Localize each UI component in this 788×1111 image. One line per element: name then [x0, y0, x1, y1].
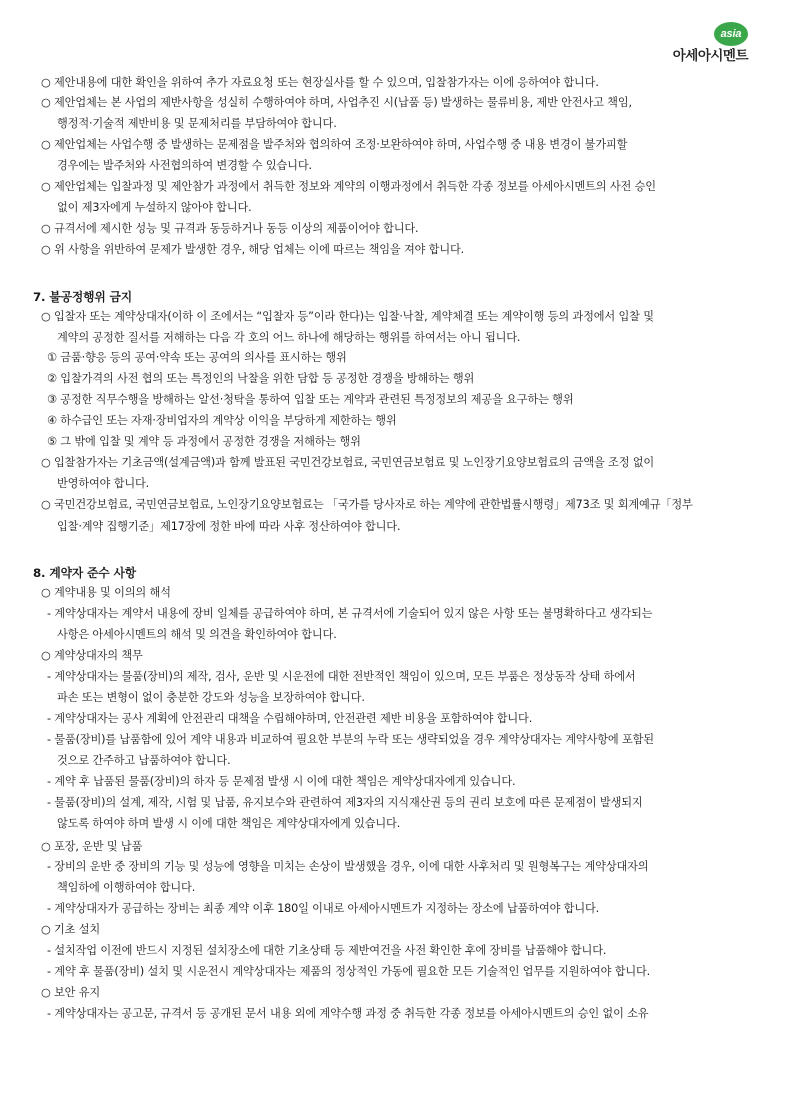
body-line: ○ 제안업체는 본 사업의 제반사항을 성실히 수행하여야 하며, 사업추진 시(납품 등) 발생하는 물류비용, 제반 안전사고 책임,	[41, 96, 632, 109]
section-heading: 8. 계약자 준수 사항	[33, 566, 136, 580]
body-line: - 설치작업 이전에 반드시 지정된 설치장소에 대한 기초상태 등 제반여건을 사전 확인한 후에 장비를 납품해야 합니다.	[47, 944, 607, 957]
body-line: - 물품(장비)를 납품함에 있어 계약 내용과 비교하여 필요한 부분의 누락 또는 생략되었을 경우 계약상대자는 계약사항에 포함된	[47, 733, 654, 746]
body-line: ○ 국민건강보험료, 국민연금보험료, 노인장기요양보험료는 「국가를 당사자로 하는 계약에 관한법률시행령」제73조 및 회계예규「정부	[41, 498, 693, 511]
body-line: ○ 계약내용 및 이의의 해석	[41, 586, 171, 599]
body-line: ○ 입찰자 또는 계약상대자(이하 이 조에서는 “입찰자 등”이라 한다)는 입찰·낙찰, 계약체결 또는 계약이행 등의 과정에서 입찰 및	[41, 310, 654, 323]
body-line: ④ 하수급인 또는 자재·장비업자의 계약상 이익을 부당하게 제한하는 행위	[47, 414, 397, 427]
section-heading: 7. 불공정행위 금지	[33, 290, 133, 304]
body-line: - 계약상대자는 물품(장비)의 제작, 검사, 운반 및 시운전에 대한 전반적인 책임이 있으며, 모든 부품은 정상동작 상태 하에서	[47, 670, 636, 683]
body-line: 않도록 하여야 하며 발생 시 이에 대한 책임은 계약상대자에게 있습니다.	[57, 817, 401, 830]
body-line: ○ 제안업체는 사업수행 중 발생하는 문제점을 발주처와 협의하여 조정·보완하여야 하며, 사업수행 중 내용 변경이 불가피할	[41, 138, 628, 151]
body-line: - 계약상대자는 공고문, 규격서 등 공개된 문서 내용 외에 계약수행 과정 중 취득한 각종 정보를 아세아시멘트의 승인 없이 소유	[47, 1007, 649, 1020]
body-line: ○ 제안업체는 입찰과정 및 제안참가 과정에서 취득한 정보와 계약의 이행과정에서 취득한 각종 정보를 아세아시멘트의 사전 승인	[41, 180, 656, 193]
body-line: - 계약상대자는 계약서 내용에 장비 일체를 공급하여야 하며, 본 규격서에 기술되어 있지 않은 사항 또는 불명확하다고 생각되는	[47, 607, 653, 620]
logo-company-name: 아세아시멘트	[672, 48, 748, 64]
body-line: ○ 제안내용에 대한 확인을 위하여 추가 자료요청 또는 현장실사를 할 수 있으며, 입찰참가자는 이에 응하여야 합니다.	[41, 76, 599, 89]
body-line: ○ 규격서에 제시한 성능 및 규격과 동등하거나 동등 이상의 제품이어야 합니다.	[41, 222, 419, 235]
body-line: 책임하에 이행하여야 합니다.	[57, 881, 196, 894]
body-line: 반영하여야 합니다.	[57, 477, 150, 490]
body-line: ○ 입찰참가자는 기초금액(설계금액)과 함께 발표된 국민건강보험료, 국민연금보험료 및 노인장기요양보험료의 금액을 조정 없이	[41, 456, 655, 469]
body-line: ③ 공정한 직무수행을 방해하는 알선·청탁을 통하여 입찰 또는 계약과 관련된 특정정보의 제공을 요구하는 행위	[47, 393, 574, 406]
body-line: ⑤ 그 밖에 입찰 및 계약 등 과정에서 공정한 경쟁을 저해하는 행위	[47, 435, 361, 448]
body-line: ② 입찰가격의 사전 협의 또는 특정인의 낙찰을 위한 담합 등 공정한 경쟁을 방해하는 행위	[47, 372, 475, 385]
body-line: ○ 포장, 운반 및 납품	[41, 840, 143, 853]
company-logo	[618, 22, 748, 68]
logo-badge: asia	[714, 22, 748, 46]
body-line: - 계약상대자가 공급하는 장비는 최종 계약 이후 180일 이내로 아세아시멘트가 지정하는 장소에 납품하여야 합니다.	[47, 902, 600, 915]
body-line: - 장비의 운반 중 장비의 기능 및 성능에 영향을 미치는 손상이 발생했을 경우, 이에 대한 사후처리 및 원형복구는 계약상대자의	[47, 860, 649, 873]
body-line: ○ 위 사항을 위반하여 문제가 발생한 경우, 해당 업체는 이에 따르는 책임을 져야 합니다.	[41, 243, 465, 256]
body-line: ① 금품·향응 등의 공여·약속 또는 공여의 의사를 표시하는 행위	[47, 351, 347, 364]
body-line: 계약의 공정한 질서를 저해하는 다음 각 호의 어느 하나에 해당하는 행위를 하여서는 아니 됩니다.	[57, 331, 521, 344]
body-line: ○ 보안 유지	[41, 986, 101, 999]
body-line: 행정적·기술적 제반비용 및 문제처리를 부담하여야 합니다.	[57, 117, 337, 130]
body-line: - 계약 후 물품(장비) 설치 및 시운전시 계약상대자는 제품의 정상적인 가동에 필요한 모든 기술적인 업무를 지원하여야 합니다.	[47, 965, 651, 978]
body-line: - 계약상대자는 공사 계획에 안전관리 대책을 수립해야하며, 안전관련 제반 비용을 포함하여야 합니다.	[47, 712, 533, 725]
body-line: 파손 또는 변형이 없이 충분한 강도와 성능을 보장하여야 합니다.	[57, 691, 365, 704]
body-line: - 물품(장비)의 설계, 제작, 시험 및 납품, 유지보수와 관련하여 제3자의 지식재산권 등의 권리 보호에 따른 문제점이 발생되지	[47, 796, 643, 809]
body-line: 것으로 간주하고 납품하여야 합니다.	[57, 754, 231, 767]
body-line: ○ 기초 설치	[41, 923, 101, 936]
body-line: ○ 계약상대자의 책무	[41, 649, 143, 662]
body-line: 입찰·계약 집행기준」제17장에 정한 바에 따라 사후 정산하여야 합니다.	[57, 520, 401, 533]
body-line: - 계약 후 납품된 물품(장비)의 하자 등 문제점 발생 시 이에 대한 책임은 계약상대자에게 있습니다.	[47, 775, 516, 788]
body-line: 없이 제3자에게 누설하지 않아야 합니다.	[57, 201, 252, 214]
body-line: 사항은 아세아시멘트의 해석 및 의견을 확인하여야 합니다.	[57, 628, 337, 641]
body-line: 경우에는 발주처와 사전협의하여 변경할 수 있습니다.	[57, 159, 312, 172]
